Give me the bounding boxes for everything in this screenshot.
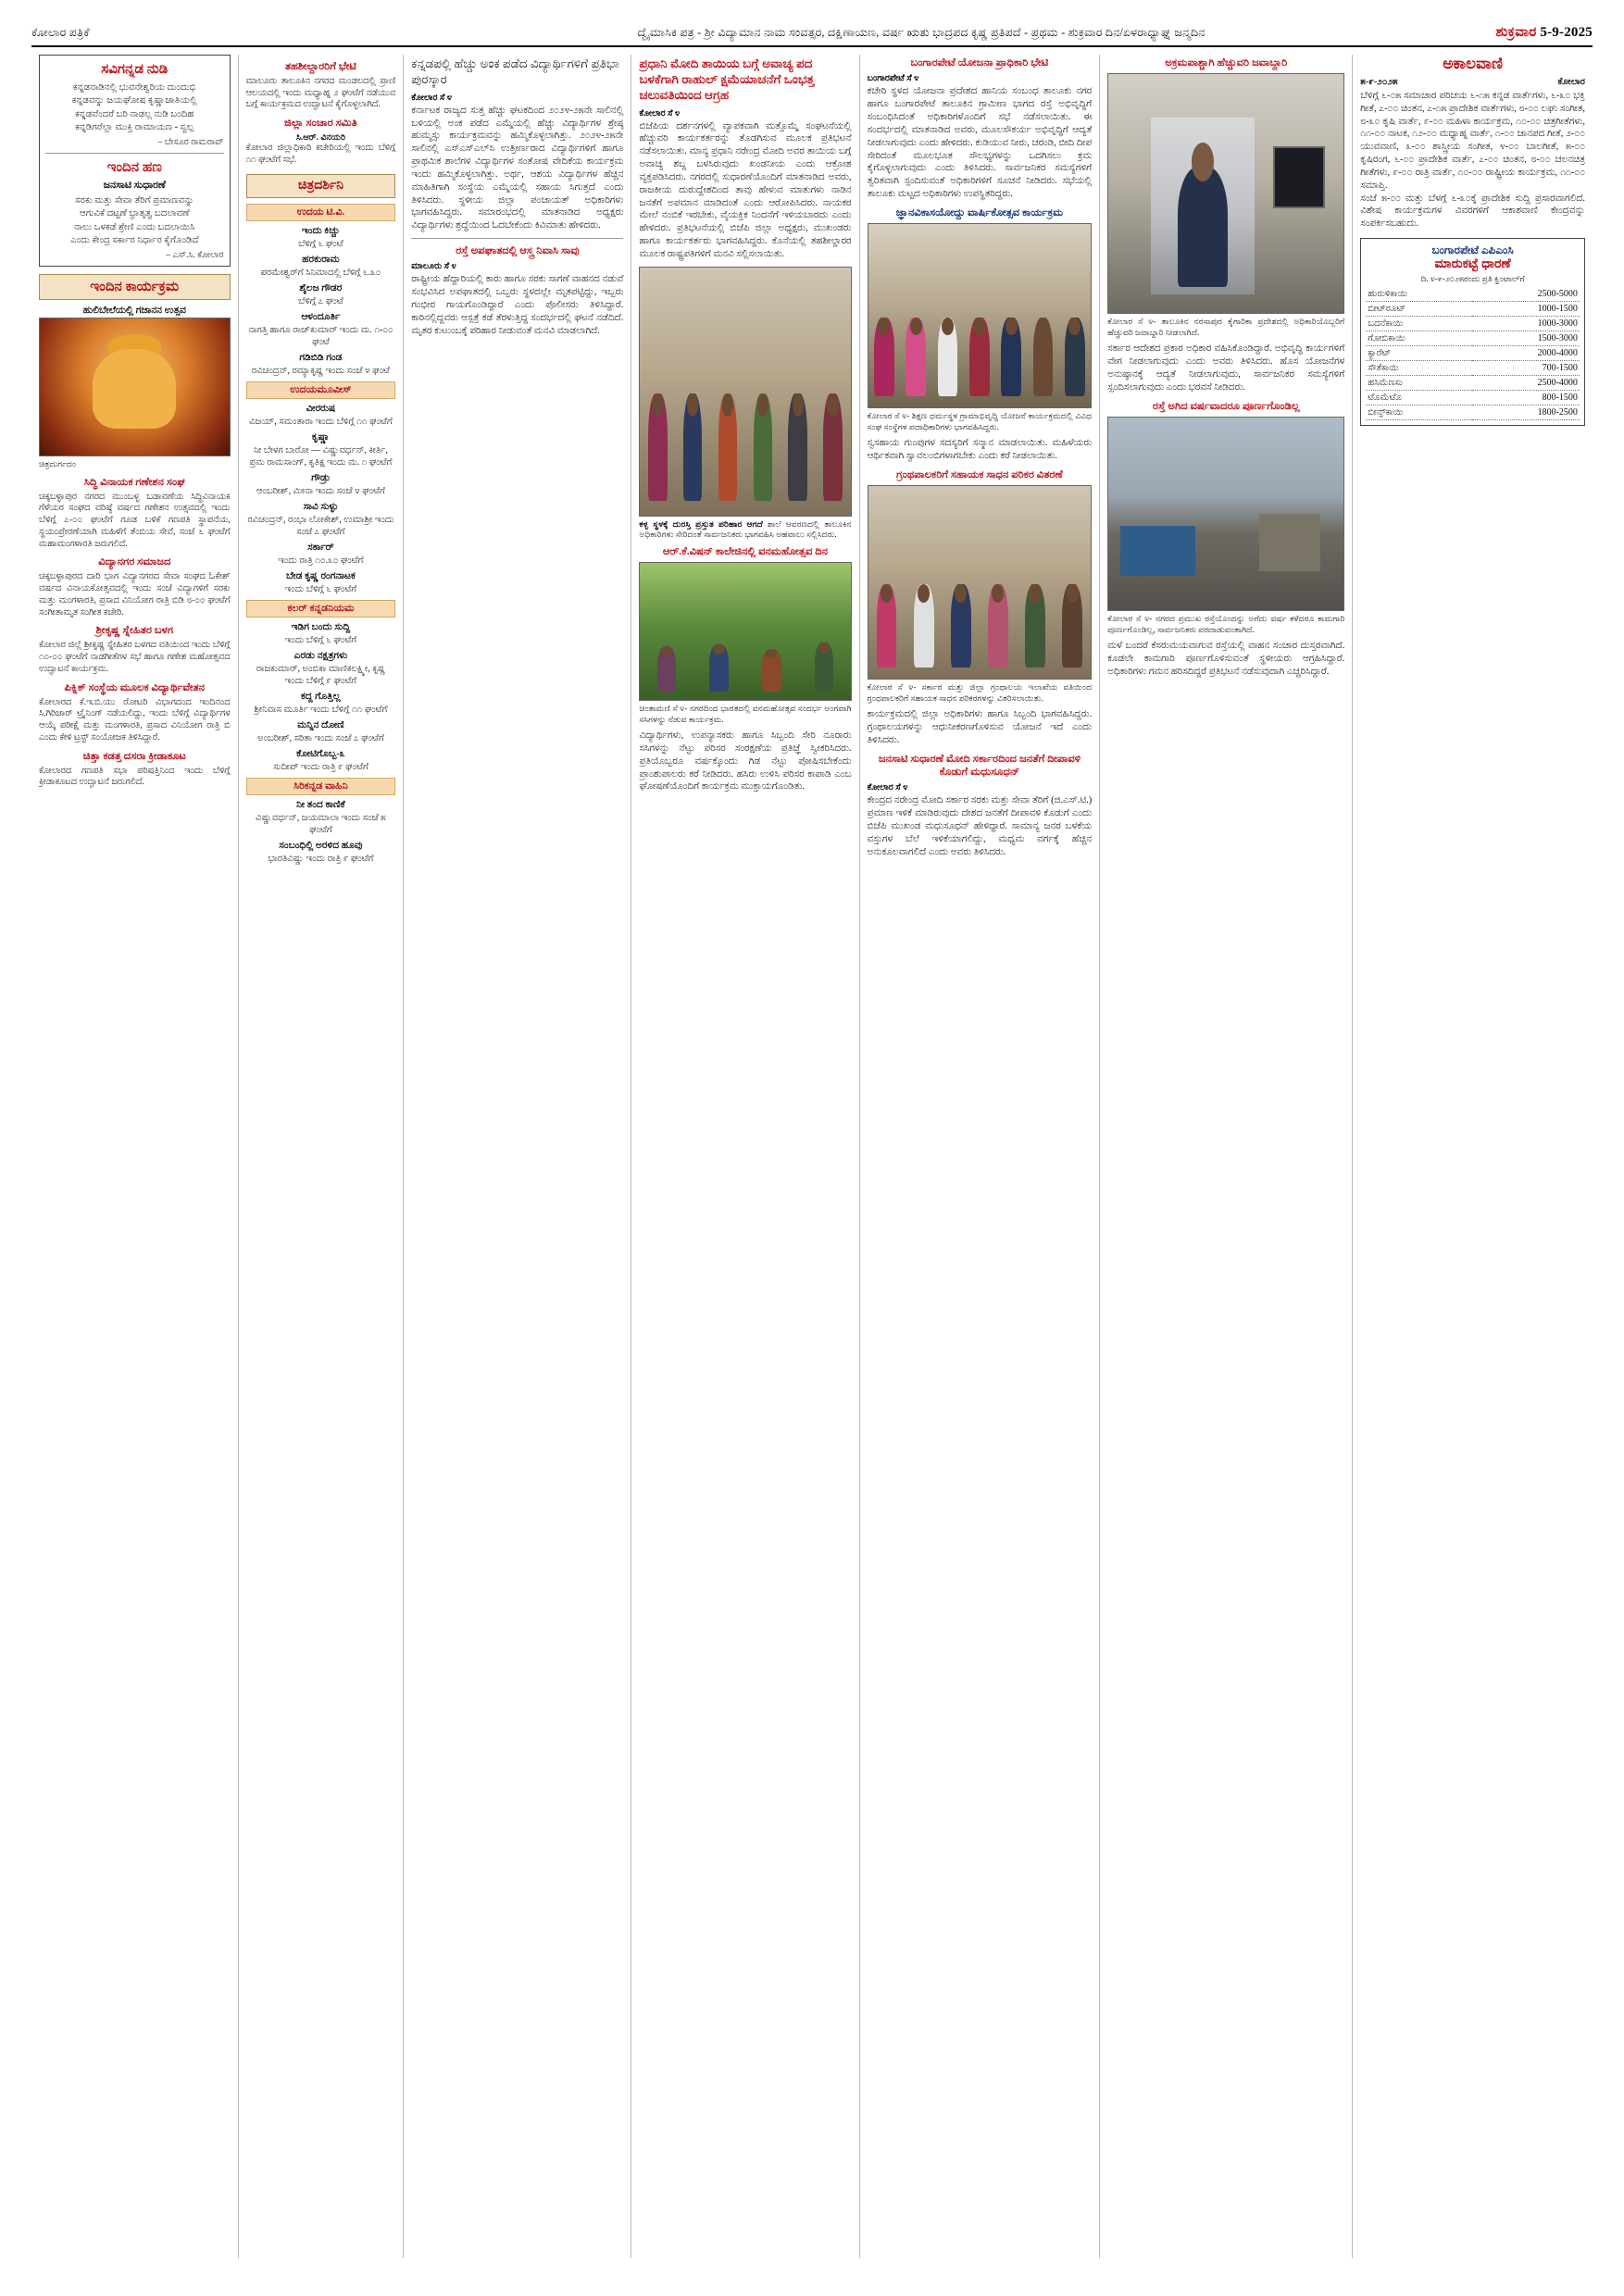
tv-item-title: ಆಳಂದೂರ್ತಿ [301,311,341,322]
tv-item-title: ಶೈಲಜ ಗೌಡರ [299,282,343,293]
masthead [31,24,1593,47]
col5-mid-headline: ಜ್ಞಾನವಿಕಾಸಯೋದ್ದು ವಾರ್ಷಿಕೋತ್ಸವ ಕಾರ್ಯಕ್ರಮ [895,206,1064,218]
col3-dateline: ಕೋಲಾರ ಸೆ ೪ [411,92,453,103]
tv-movies-item-2 [246,473,396,497]
tv-colors-item-3 [246,720,396,744]
column-3 [403,55,631,2258]
protest-photo-caption [639,519,851,541]
tv-colors-item-0 [246,622,396,646]
masthead-date-value: 5-9-2025 [1540,25,1593,40]
col5-dateline: ಬಂಗಾರಪೇಟೆ ಸೆ ೪ [867,73,919,84]
tv-item-body: ಇಂದು ಬೆಳಿಗ್ಗೆ ೬ ಘಂಟೆಗೆ [284,583,357,594]
tv-colors-item-2 [246,692,396,716]
col6-headline: ಅಕ್ರಮಪಾಶ್ಚಾಗಿ ಹೆಚ್ಚುವರಿ ಜವಾಬ್ದಾರಿ [1165,57,1288,69]
indina-hana-line-3: ಎಂದು ಕೇಂದ್ರ ಸರ್ಕಾರ ನಿರ್ಧಾರ ಕೈಗೊಂಡಿದೆ [70,234,199,245]
table-row [1366,391,1580,406]
market-title: ಬಂಗಾರಪೇಟೆ ಎಪಿಎಂಸಿ [1431,243,1514,257]
market-item-name: ಹುರುಳಿಕಾಯಿ [1366,287,1472,302]
market-table [1366,287,1580,420]
tv-item-body: ನೀ ಬೇಳಗ ಬಾರೋ — ವಿಷ್ಣುವರ್ಧನ್, ಕೀರ್ತಿ, ಪ್ರಮ ರಾಮಸಾಂಗ್, ಕೃತಿಕ್ಷ ಇಂದು ಮ. ೧ ಘಂಟೆಗೆ [249,444,393,468]
market-item-name: ಹಸಿಮೆಣಸು [1366,376,1472,391]
market-item-value: 800-1500 [1472,391,1580,406]
col3-body: ಕರ್ನಾಟಕ ರಾಜ್ಯದ ಸುತ್ತ ಹೆಚ್ಚು ಘಟಕದಿಂದ ೨೦೨೪-೨೫ನೇ ಸಾಲಿನಲ್ಲಿ ಬಳಿಯಲ್ಲಿ ಅಂಕ ಪಡೆದ ಎಮ್ಮೆಯಲ್ಲಿ ಹೆಚ್ಚು ವಿದ್ಯಾರ್ಥಿಗಳ ಶ್ರೇಷ್ಠ ಹುಮ್ಮಸ್ಸು ಕಾರ್ಯಕ್ರಮವನ್ನು ಹಮ್ಮಿಕೊಳ್ಳಲಾಗಿತ್ತು. ೨೦೨೪-೨೫ನೇ ಸಾಲಿನಲ್ಲಿ ಎಸ್‌ಎಸ್‌ಎಲ್‌ಸಿ ಉತ್ತೀರ್ಣರಾದ ವಿದ್ಯಾರ್ಥಿಗಳಿಗೆ ಹಾಗೂ ಪ್ರಾಥಮಿಕ ಶಾಲೆಗಳ ವಿದ್ಯಾರ್ಥಿಗಳ ಸಂತೋಷ ವೇದಿಕೆಯ ಕಾರ್ಯಕ್ರಮ ಇಂದು ಹಮ್ಮಿಕೊಳ್ಳಲಾಗಿತ್ತು. ಅರ್ಥ, ಆಶಯ ವಿದ್ಯಾರ್ಥಿಗಳ ಹೆಚ್ಚಿನ ಮಾಹಿತಿಗಾಗಿ ಸಂಸ್ಥೆಯ ಎಮ್ಮೆಯಲ್ಲಿ ಸಹಾಯ ಸಿಗುತ್ತದೆ ಎಂದು ತಿಳಿಸಿದರು. ಸ್ಥಳೀಯ ಜಿಲ್ಲಾ ಪಂಚಾಯತ್ ಅಧಿಕಾರಿಗಳು ಭಾಗವಹಿಸಿದ್ದರು. ಸಮಾರಂಭದಲ್ಲಿ ಮಾತನಾಡಿದ ಅಧ್ಯಕ್ಷರು ವಿದ್ಯಾರ್ಥಿಗಳು ಶ್ರದ್ಧೆಯಿಂದ ಓದಬೇಕೆಂದು ಕಿವಿಮಾತು ಹೇಳಿದರು. [411,105,624,231]
market-item-name: ಬೀಟ್‌ರೂಟ್ [1366,302,1472,317]
tv-item-title: ಇಂದು ಕಿಚ್ಚು [301,225,340,236]
tv-movies-item-5 [246,571,396,595]
tv-udaya-item-4 [246,353,396,377]
savignada-line-2: ಕನ್ನಡವೆಂದರೆ ಬರಿ ನಾಡಲ್ಲ ನುಡಿ ಬಂದಿಹ [75,108,194,119]
tv-item-body: ಶ್ರೀನಿವಾಸ ಮೂರ್ತಿ ಇಂದು ಬೆಳಿಗ್ಗೆ ೧೧ ಘಂಟೆಗೆ [254,704,388,715]
table-row [1366,346,1580,361]
road-photo-caption: ಕೋಲಾರ ಸೆ ೪- ನಗರದ ಪ್ರಮುಖ ರಸ್ತೆಯೊಂದನ್ನು ಅಗೆದು ವರ್ಷ ಕಳೆದರೂ ಕಾಮಗಾರಿ ಪೂರ್ಣಗೊಂಡಿಲ್ಲ, ಸಾರ್ವಜನಿಕರು ಪರದಾಡುವಂತಾಗಿದೆ. [1107,614,1345,634]
tv-item-title: ಗೌಡ್ರು [311,472,331,483]
indina-hana-sign: – ಎಸ್.ಸಿ. ಕೋಲಾರ [166,250,224,261]
column-5 [859,55,1100,2258]
tv-movies-item-1 [246,432,396,468]
tv-channel-sirikannada: ಸಿರಿಕನ್ನಡ ವಾಹಿನಿ [246,778,396,795]
table-row [1366,361,1580,376]
column-1 [31,55,238,2258]
sec4-body: ಕೋಲಾರದ ಕೆ.ಇ.ಬಿ.ಯು ರೋಟರಿ ವಿಭಾಗದಂದ ಇಂದಿನಂದ ಸಿ.ಗಿರಿಜಾರ್ ಟ್ರೈನಿಂಗ್ ನಡೆಯಲಿದ್ದು, ಇಂದು ಬೆಳಿಗ್ಗೆ ವಿದ್ಯಾರ್ಥಿಗಳ ಆಯ್ಕೆ ಪರೀಕ್ಷೆ ಮತ್ತು ಮಂಗಳಾರತಿ, ಪ್ರಸಾದ ವಿನಿಯೋಗ ರಾತ್ರಿ ಬಿ ಎಂದು ಕೇಳಿ ಟ್ರಸ್ಟ್ ಸಂಯೋಜಕ ತಿಳಿಸಿದ್ದಾರೆ. [39,696,231,742]
protest-photo-body: ಶಾಲೆ ಆವರಣದಲ್ಲಿ ತಾಲೂಕಿನ ಅಧಿಕಾರಿಗಳು ಸೇರಿದಂತೆ ಸಾರ್ವಜನಿಕರು ಭಾಗವಹಿಸಿ ಅಹವಾಲು ಸಲ್ಲಿಸಿದರು. [639,518,852,540]
col5-bottom-dateline: ಕೋಲಾರ ಸೆ ೪ [867,782,908,793]
indina-hana-title: ಇಂದಿನ ಹಣ [106,160,162,176]
tv-item-body: ಸುದೀಪ್ ಇಂದು ರಾತ್ರಿ ೯ ಘಂಟೆಗೆ [272,761,369,772]
tv-item-title: ಎರಡು ನಕ್ಷತ್ರಗಳು [294,650,348,661]
district-committee-body: ಕೋಲಾರ ಜಿಲ್ಲಾಧಿಕಾರಿ ಕಚೇರಿಯಲ್ಲಿ ಇಂದು ಬೆಳಿಗ್ಗೆ ೧೧ ಘಂಟೆಗೆ ಸಭೆ. [245,143,396,165]
savignada-line-0: ಕನ್ನಡನಾಡಿನಲ್ಲಿ ಭುವನೇಶ್ವರಿಯ ದುಂದುಭಿ [72,82,196,93]
indina-hana-sub: ಜನಸಾಟಿ ಸುಧಾರಣೆ [103,180,166,192]
akashavani-place: ಕೋಲಾರ [1557,77,1585,87]
column-4 [631,55,858,2258]
market-item-value: 1500-3000 [1472,331,1580,346]
tv-movies-item-0 [246,404,396,428]
protest-group-photo [639,267,851,517]
tv-item-title: ಹರಕುರಾಮ [302,254,340,265]
indina-hana-line-0: ಸರಕು ಮತ್ತು ಸೇವಾ ತೆರಿಗೆ ಪ್ರಮಾಣವನ್ನು [75,195,194,206]
tv-item-body: ರವಿಚಂದ್ರನ್, ರಂಭಾ ಲೋಕೇಶ್, ಉಮಾಶ್ರೀ ಇಂದು ಸಂಜೆ ೭ ಘಂಟೆಗೆ [247,514,394,537]
col3-sub-headline: ರಸ್ತೆ ಅಪಘಾತದಲ್ಲಿ ಆಸ್ತ್ರ ನಿವಾಸಿ ಸಾವು [456,245,580,257]
savignada-nudi-box [39,55,231,267]
tv-udaya-item-1 [246,255,396,279]
market-note: ದಿ. ೪-೯-೨೦೨೫ರಂದು ಪ್ರತಿ ಕ್ವಿಂಟಾಲ್‌ಗೆ [1420,274,1525,284]
tv-udaya-item-3 [246,312,396,348]
savignada-line-1: ಕನ್ನಡವನ್ನು ಜಯಘೋಷ ಕೃಷ್ಣಾಜಾತಿಯಲ್ಲಿ [71,95,197,106]
tv-item-body: ಆಂಬರೀಶ್, ಮೀನಾ ಇಂದು ಸಂಜೆ ೪ ಘಂಟೆಗೆ [256,485,385,496]
market-item-value: 2500-5000 [1472,287,1580,302]
market-rates-box [1360,238,1585,426]
officer-desk-photo [1107,73,1344,314]
market-item-name: ಟೊಮೆಟೊ [1366,391,1472,406]
tv-movies-item-3 [246,502,396,538]
masthead-day: ಶುಕ್ರವಾರ [1495,25,1537,40]
tv-item-body: ರಾಜಕುಮಾರ್, ಅಂಬಿಕಾ ಮಾಣಿಕಲಕ್ಷ್ಮೀ, ಕೃಷ್ಣ ಇಂದು ಬೆಳಿಗ್ಗೆ ೯ ಘಂಟೆಗೆ [256,663,386,686]
program-headline: ಹುಲಿಬೇಲೆಯಲ್ಲಿ ಗಜಾನನ ಉತ್ಸವ [82,306,186,317]
sec1-body: ಚಿಕ್ಕಬಳ್ಳಾಪುರ ನಗರದ ಮುಂಬಳ್ಳ ಬಡಾವಣೆಯ ಸಿದ್ಧಿವಿನಾಯಕ ಗೆಳೆಯರ ಸಂಘದ ವರಿಷ್ಠೆ ವರ್ಷದ ಗಣೇಶನ ಉತ್ಸವದಲ್ಲಿ ಇಂದು ಬೆಳಿಗ್ಗೆ ೭-೦೦ ಘಂಟೆಗೆ ಗೂಡ ಬಳಿಕೆ ಗಣಪತಿ ಸ್ಥಾಪನೆಯ, ಸ್ಥಯಂಪ್ರೇರಣೆಯಾಗಿ ಮಹಿಳೆಗೆ ತೆಂಬಿಯ ಸೇವೆ, ಸಂಜೆ ೬ ಘಂಟೆಗೆ ಮಹಾಮಂಗಳಾರತಿ ಜರುಗಲಿದೆ. [39,491,231,549]
savignada-line-3: ಕನ್ನಡಿಗರೆಲ್ಲಾ ಮುಕ್ತಿ ರಾಮಾಯಣ - ಸ್ವಲ್ಪ [75,121,194,132]
tv-udaya-item-2 [246,283,396,307]
library-photo-caption: ಕೋಲಾರ ಸೆ ೪- ಸರ್ಕಾರ ಮತ್ತು ಜಿಲ್ಲಾ ಗ್ರಂಥಾಲಯ ಇಲಾಖೆಯ ವತಿಯಿಂದ ಗ್ರಂಥಪಾಲಕರಿಗೆ ಸಹಾಯಕ ಸಾಧನ ಪರಿಕರಗಳನ್ನು ವಿತರಿಸಲಾಯಿತು. [867,682,1093,703]
market-item-name: ಬೀನ್ಸ್‌ಕಾಯಿ [1366,406,1472,420]
col4-headline: ಪ್ರಧಾನಿ ಮೋದಿ ತಾಯಿಯ ಬಗ್ಗೆ ಅವಾಚ್ಯ ಪದ ಬಳಕೆಗಾಗಿ ರಾಹುಲ್ ಕ್ಷಮೆಯಾಚನೆಗೆ ಒಂಭತ್ತ ಚಲುವತಿಯಿಂದ ಆಗ್ರಹ [639,56,815,102]
table-row [1366,376,1580,391]
tv-item-title: ಕೃಷ್ಣಾ [311,431,330,443]
sec1-heading: ಸಿದ್ಧಿ ವಿನಾಯಕ ಗಣೇಶನ ಸಂಘ [83,476,185,488]
market-item-name: ಕ್ಯಾರೆಟ್ [1366,346,1472,361]
ganesha-photo-caption: ಚಿತ್ರದುರ್ಗದಂ [39,459,77,469]
market-subtitle: ಮಾರುಕಟ್ಟೆ ಧಾರಣೆ [1434,257,1511,272]
program-banner: ಇಂದಿನ ಕಾರ್ಯಕ್ರಮ [39,274,231,300]
market-item-value: 2500-4000 [1472,376,1580,391]
anniversary-group-photo [868,223,1093,408]
masthead-middle: ದ್ವೈಮಾಸಿಕ ಪತ್ರ - ಶ್ರೀ ವಿದ್ಯಾಮಾನ ನಾಮ ಸಂವತ್ಸರ, ದಕ್ಷಿಣಾಯಣ, ವರ್ಷ ಋತು ಭಾದ್ರಪದ ಕೃಷ್ಣ ಪ್ರತಿಪದೆ - ಪ್ರಥಮ - ಶುಕ್ರವಾರ ದಿನ/ಏಳರಾಧ್ಯಾಘ್ನ ಜನ್ಮದಿನ [637,25,1206,39]
col5-library-headline: ಗ್ರಂಥಪಾಲಕರಿಗೆ ಸಹಾಯಕ ಸಾಧನ ಪರಿಕರ ವಿತರಣೆ [895,468,1063,480]
sec2-heading: ವಿದ್ಯಾನಗರ ಸಮಾಜದ [98,556,171,568]
col5-bottom-body: ಕೇಂದ್ರದ ನರೇಂದ್ರ ಮೋದಿ ಸರ್ಕಾರ ಸರಕು ಮತ್ತು ಸೇವಾ ತೆರಿಗೆ (ಜಿ.ಎಸ್.ಟಿ.) ಪ್ರಮಾಣ ಇಳಿಕೆ ಮಾಡಿರುವುದು ದೇಶದ ಜನತೆಗೆ ದೀಪಾವಳಿ ಕೊಡುಗೆ ಎಂದು ಬಿಜೆಪಿ ಮುಖಂಡ ಮಧುಸೂಧನ್ ಹೇಳಿದ್ದಾರೆ. ಸಾಮಾನ್ಯ ಜನರ ಬಳಕೆಯ ವಸ್ತುಗಳ ಬೆಲೆ ಇಳಿಕೆಯಾಗಲಿದ್ದು, ಮಧ್ಯಮ ವರ್ಗಕ್ಕೆ ಹೆಚ್ಚಿನ ಅನುಕೂಲವಾಗಲಿದೆ ಎಂದು ಅವರು ತಿಳಿಸಿದರು. [867,795,1093,857]
tv-channel-udaya: ಉದಯ ಟಿ.ವಿ. [246,204,396,221]
tv-item-body: ಬೆಳಿಗ್ಗೆ ೬ ಘಂಟೆ [298,238,344,249]
ganesha-idol-photo [39,318,231,456]
tv-item-title: ಇಡಿಗ ಬಂದು ಸುದ್ದಿ [291,621,351,632]
market-item-value: 1800-2500 [1472,406,1580,420]
table-row [1366,406,1580,420]
col3-headline: ಕನ್ನಡಪಲ್ಲಿ ಹೆಚ್ಚು ಅಂಕ ಪಡೆದ ವಿದ್ಯಾರ್ಥಿಗಳಿಗೆ ಪ್ರತಿಭಾ ಪುರಸ್ಕಾರ [411,56,619,86]
table-row [1366,287,1580,302]
tv-udaya-item-0 [246,226,396,250]
market-item-value: 2000-4000 [1472,346,1580,361]
anniversary-photo-caption: ಕೋಲಾರ ಸೆ ೪- ಶಿಕ್ಷಣ ಧರ್ಮಸ್ಥಳ ಗ್ರಾಮಾಭಿವೃದ್ಧಿ ಯೋಜನೆ ಕಾರ್ಯಕ್ರಮದಲ್ಲಿ ವಿವಿಧ ಸಂಘ ಸಂಸ್ಥೆಗಳ ಪದಾಧಿಕಾರಿಗಳು ಭಾಗವಹಿಸಿದ್ದರು. [867,411,1093,431]
savignada-title: ಸವಿಗನ್ನಡ ನುಡಿ [101,62,169,77]
sec5-body: ಕೋಲಾರದ ಗಣಪತಿ ಸಭಾ ಪರಿಷತ್ತಿನಿಂದ ಇಂದು ಬೆಳಿಗ್ಗೆ ಕ್ರೀಡಾಕೂಟದ ಉದ್ಘಾಟನೆ ಜರುಗಲಿದೆ. [39,765,231,788]
tv-item-title: ಕೋಟಿಗೊಬ್ಬ-೩ [296,748,345,759]
sec4-heading: ಪಿಕ್ನಿಕ್ ಸಂಸ್ಥೆಯ ಮೂಲಕ ವಿದ್ಯಾರ್ಥಿವೇತನ [64,681,206,693]
sec3-body: ಕೋಲಾರ ಜಿಲ್ಲೆ ಶ್ರೀಕೃಷ್ಣ ಸ್ನೇಹಿತರ ಬಳಗದ ವತಿಯಿಂದ ಇಂದು ಬೆಳಿಗ್ಗೆ ೧೦-೦೦ ಘಂಟೆಗೆ ನಾಡಗೀತೆಗಳ ಸಭೆ ಹಾಗೂ ಗಣೇಶ ಮಹೋತ್ಸವದ ಉದ್ಘಾಟನೆ ಕಾರ್ಯಕ್ರಮ. [39,640,231,674]
tv-channel-colors: ಕಲರ್ ಕನ್ನಡನಿಯಮ [246,600,396,618]
col4-sub-headline: ಆರ್.ಕೆ.ವಿಷನ್ ಕಾಲೇಜಿನಲ್ಲಿ ವನಮಹೋತ್ಸವ ದಿನ [662,545,829,557]
tv-colors-item-1 [246,651,396,687]
tv-siri-item-1 [246,841,396,865]
market-item-name: ಸೌತೆಕಾಯಿ [1366,361,1472,376]
tv-item-body: ಇಂದು ರಾತ್ರಿ ೧೦.೩೦ ಘಂಟೆಗೆ [278,555,364,566]
protest-photo-lead: ಕಳ್ಳ ಸ್ಥಳಕ್ಕೆ ದುರಸ್ತಿ ಪ್ರಸ್ತುತ ಪರಿಹಾರ ಆಗದೆ [639,518,763,529]
columns-container [31,55,1593,2258]
tv-item-body: ವಿಷ್ಣುವರ್ಧನ್, ಜಯಮಾಲಾ ಇಂದು ಸಂಜೆ ೫ ಘಂಟೆಗೆ [256,812,386,835]
tv-siri-item-0 [246,800,396,836]
tv-item-title: ಸರ್ಕಾರ್ [307,542,334,553]
col6-sub-body: ಮಳೆ ಬಂದರೆ ಕೆಸರುಮಯವಾಗುವ ರಸ್ತೆಯಲ್ಲಿ ವಾಹನ ಸಂಚಾರ ದುಸ್ತರವಾಗಿದೆ. ಕೂಡಲೇ ಕಾಮಗಾರಿ ಪೂರ್ಣಗೊಳಿಸುವಂತೆ ಸ್ಥಳೀಯರು ಆಗ್ರಹಿಸಿದ್ದಾರೆ. ಅಧಿಕಾರಿಗಳು ಗಮನ ಹರಿಸದಿದ್ದರೆ ಪ್ರತಿಭಟನೆ ನಡೆಸುವುದಾಗಿ ಎಚ್ಚರಿಸಿದ್ದಾರೆ. [1107,641,1345,677]
akashavani-date: ೫-೯-೨೦೨೫ [1360,77,1398,87]
market-item-value: 1000-3000 [1472,317,1580,331]
district-committee-heading: ಜಿಲ್ಲಾ ಸಂಚಾರ ಸಮಿತಿ [284,118,357,130]
col5-headline: ಬಂಗಾರಪೇಟೆ ಯೋಜನಾ ಪ್ರಾಧಿಕಾರಿ ಭೇಟಿ [910,57,1049,69]
column-6 [1099,55,1352,2258]
col4-dateline: ಕೋಲಾರ ಸೆ ೪ [639,107,681,119]
market-item-value: 1000-1500 [1472,302,1580,317]
tv-colors-item-4 [246,749,396,773]
col5-mid-body: ಸ್ವಸಹಾಯ ಗುಂಪುಗಳ ಸದಸ್ಯರಿಗೆ ಸನ್ಮಾನ ಮಾಡಲಾಯಿತು. ಮಹಿಳೆಯರು ಆರ್ಥಿಕವಾಗಿ ಸ್ವಾವಲಂಬಿಗಳಾಗಬೇಕು ಎಂದು ಕರೆ ನೀಡಲಾಯಿತು. [867,438,1093,462]
table-row [1366,331,1580,346]
tv-item-title: ನೀ ತಂದ ಕಾಣಿಕೆ [296,799,345,810]
akashavani-title: ಅಕಾಲವಾಣಿ [1443,55,1504,72]
tree-photo-caption: ಚಿಂತಾಮಣಿ ಸೆ ೪- ನಗರದಿಂದ ಭಾರತದಲ್ಲಿ ವನಮಹೋತ್ಸವ ಸಂದರ್ಭ ಅಂಗವಾಗಿ ಸಸಿಗಳನ್ನು ನೆಡುವ ಕಾರ್ಯಕ್ರಮ. [639,704,852,724]
tv-item-body: ಬೆಳಿಗ್ಗೆ ೭ ಘಂಟೆ [298,295,344,306]
officer-photo-caption: ಕೋಲಾರ ಸೆ ೪- ತಾಲೂಕಿನ ನರಸಾಪುರ ಕೈಗಾರಿಕಾ ಪ್ರದೇಶದಲ್ಲಿ ಅಧಿಕಾರಿಯೊಬ್ಬರಿಗೆ ಹೆಚ್ಚುವರಿ ಜವಾಬ್ದಾರಿ ನೀಡಲಾಗಿದೆ. [1107,317,1345,337]
tv-item-body: ನಾಗತ್ತಿ ಹಾಗೂ ರಾಜ್‌ಕುಮಾರ್ ಇಂದು ಮ. ೧-೦೦ ಘಂಟೆ [248,324,394,347]
masthead-date [1280,24,1593,41]
col6-sub-headline: ರಸ್ತೆ ಅಗಿದ ವರ್ಷವಾದರೂ ಪೂರ್ಣಗೊಂಡಿಲ್ಲ [1152,400,1300,412]
indina-hana-line-2: ನಾಲು ಒಳಕಡೆ ಶ್ರೇಣಿ ಎಂದು ಬದಲಾಯಿಸಿ [73,221,195,232]
tv-movies-item-4 [246,543,396,567]
col5-bottom-headline: ಜನಸಾಟಿ ಸುಧಾರಣೆ ಮೋದಿ ಸರ್ಕಾರದಿಂದ ಜನತೆಗೆ ದೀಪಾವಳಿ ಕೊಡುಗೆ ಮಧುಸೂಧನ್ [878,753,1081,779]
tree-planting-photo [639,562,851,701]
tv-item-body: ಇಂದು ಬೆಳಿಗ್ಗೆ ೬ ಘಂಟೆಗೆ [284,634,357,645]
tv-item-title: ಗಡಿಬಿಡಿ ಗಂಡ [299,352,343,363]
masthead-left: ಕೋಲಾರ ಪತ್ರಿಕೆ [31,25,90,39]
tahsildar-heading: ತಹಶೀಲ್ದಾರರಿಗೆ ಭೇಟಿ [284,61,356,72]
tv-item-title: ವೀರರುಷ [306,403,336,414]
district-committee-sub: ಸಿ.ಆರ್. ವಿನಯರಿ [295,133,345,144]
tahsildar-body: ಮಾಲೂರು ತಾಲೂಕಿನ ನಗರದ ಮಂಡಲದಲ್ಲಿ ಪ್ರಾಣಿ ಆಲಯದಲ್ಲಿ ಇಂದು ಮಧ್ಯಾಹ್ನ ೨ ಘಂಟೆಗೆ ನಡೆಯುವ ಬಗ್ಗೆ ಕಾರ್ಯಕ್ರಮದ ಉದ್ಘಾಟನೆ ಕೈಗೊಳ್ಳಲಾಗಿದೆ. [245,76,396,110]
sec3-heading: ಶ್ರೀಕೃಷ್ಣ ಸ್ನೇಹಿತರ ಬಳಗ [95,625,174,637]
tv-channel-udayamovies: ಉದಯಮೂವೀಸ್ [246,381,396,399]
market-item-name: ಬದನೆಕಾಯಿ [1366,317,1472,331]
tv-item-body: ಅಂಬರೀಶ್, ಸರಿತಾ ಇಂದು ಸಂಜೆ ೭ ಘಂಟೆಗೆ [256,732,384,743]
akashavani-note: ಸಂಜೆ ೫-೦೦ ಮತ್ತು ಬೆಳಗ್ಗೆ ೬-೩೦ಕ್ಕೆ ಪ್ರಾದೇಶಿಕ ಸುದ್ದಿ ಪ್ರಸಾರವಾಗಲಿದೆ. ವಿಶೇಷ ಕಾರ್ಯಕ್ರಮಗಳ ವಿವರಗಳಿಗೆ ಆಕಾಶವಾಣಿ ಕೇಂದ್ರವನ್ನು ಸಂಪರ್ಕಿಸಬಹುದು. [1360,193,1585,230]
tv-item-body: ರವಿಚಂದ್ರನ್, ರಮ್ಯಾಕೃಷ್ಣ ಇಂದು ಸಂಜೆ ೪ ಘಂಟೆ [251,365,390,376]
tv-item-body: ಪರಮೇಶ್ವರ್‌ಗೆ ಸಿನಿಮಾದಲ್ಲಿ ಬೆಳಿಗ್ಗೆ ೬.೩೦ [260,267,381,278]
col3-sub-dateline: ಮಾಲೂರು ಸೆ ೪ [411,261,456,272]
table-row [1366,302,1580,317]
chitradarshini-banner: ಚಿತ್ರದರ್ಶಿನಿ [246,174,396,198]
table-row [1366,317,1580,331]
col5-body: ಕಚೇರಿ ಸ್ಥಳದ ಯೋಜನಾ ಪ್ರದೇಶದ ಹಾನಿಯ ಸಂಬಂಧ ತಾಲೂಕು ನಗರ ಹಾಗೂ ಬಂಗಾರಪೇಟೆ ತಾಲೂಕಿನ ಗ್ರಾಮೀಣ ಭಾಗದ ರಸ್ತೆ ಅಭಿವೃದ್ಧಿಗೆ ಸಂಬಂಧಿಸಿದಂತೆ ಅಧಿಕಾರಿಗಳೊಂದಿಗೆ ಸಭೆ ನಡೆಸಲಾಯಿತು. ಈ ಸಂದರ್ಭದಲ್ಲಿ ಮಾತನಾಡಿದ ಅವರು, ಮೂಲಸೌಕರ್ಯ ಅಭಿವೃದ್ಧಿಗೆ ಆದ್ಯತೆ ನೀಡಲಾಗುವುದು ಎಂದು ಹೇಳಿದರು. ಕುಡಿಯುವ ನೀರು, ಚರಂಡಿ, ಬೀದಿ ದೀಪ ಸೇರಿದಂತೆ ಮೂಲಭೂತ ಸೌಲಭ್ಯಗಳನ್ನು ಒದಗಿಸಲು ಕ್ರಮ ಕೈಗೊಳ್ಳಲಾಗುವುದು ಎಂದು ತಿಳಿಸಿದರು. ಸಾರ್ವಜನಿಕರ ಸಮಸ್ಯೆಗಳಿಗೆ ತ್ವರಿತವಾಗಿ ಸ್ಪಂದಿಸುವಂತೆ ಅಧಿಕಾರಿಗಳಿಗೆ ಸೂಚನೆ ನೀಡಿದರು. ಸಭೆಯಲ್ಲಿ ತಾಲೂಕು ಮಟ್ಟದ ಅಧಿಕಾರಿಗಳು ಉಪಸ್ಥಿತರಿದ್ದರು. [867,86,1093,199]
akashavani-schedule: ಬೆಳಿಗ್ಗೆ ೬-೦೫ ಸಮಾಚಾರ ಪರಿಚಯ ೬-೧೫ ಕನ್ನಡ ವಾರ್ತೆಗಳು, ೬-೩೦ ಭಕ್ತಿ ಗೀತೆ, ೭-೦೦ ಚಿಂತನ, ೭-೧೫ ಪ್ರಾದೇಶಿಕ ವಾರ್ತೆಗಳು, ೮-೦೦ ಲಘು ಸಂಗೀತ, ೮-೩೦ ಕೃಷಿ ವಾರ್ತೆ, ೯-೦೦ ಮಹಿಳಾ ಕಾರ್ಯಕ್ರಮ, ೧೦-೦೦ ಚಿತ್ರಗೀತೆಗಳು, ೧೧-೦೦ ನಾಟಕ, ೧೨-೦೦ ಮಧ್ಯಾಹ್ನ ವಾರ್ತೆ, ೧-೦೦ ಜಾನಪದ ಗೀತೆ, ೨-೦೦ ಯುವವಾಣಿ, ೩-೦೦ ಶಾಸ್ತ್ರೀಯ ಸಂಗೀತ, ೪-೦೦ ಬಾಲಗೀತೆ, ೫-೦೦ ಕೃಷಿರಂಗ, ೬-೦೦ ಪ್ರಾದೇಶಿಕ ವಾರ್ತೆ, ೭-೦೦ ಚಿಂತನ, ೮-೦೦ ಚಲನಚಿತ್ರ ಗೀತೆಗಳು, ೯-೦೦ ರಾತ್ರಿ ವಾರ್ತೆ, ೧೦-೦೦ ರಾಷ್ಟ್ರೀಯ ಕಾರ್ಯಕ್ರಮ, ೧೧-೦೦ ಸಮಾಪ್ತಿ. [1360,91,1585,191]
road-work-photo [1107,417,1344,611]
sec5-heading: ಚಿತ್ತಾ ಕಡತ್ತ ದಸರಾ ಕ್ರೀಡಾಕೂಟ [82,750,186,762]
library-distribution-photo [868,485,1093,680]
tv-item-body: ಭಾರತಿವಿಷ್ಣು ಇಂದು ರಾತ್ರಿ ೯ ಘಂಟೆಗೆ [268,853,374,864]
tv-item-body: ವಿಜಯ್, ಸಮಂತಾರಾ ಇಂದು ಬೆಳಿಗ್ಗೆ ೧೧ ಘಂಟೆಗೆ [249,416,393,427]
col6-body: ಸರ್ಕಾರ ಆದೇಶದ ಪ್ರಕಾರ ಅಧಿಕಾರ ವಹಿಸಿಕೊಂಡಿದ್ದಾರೆ. ಅಭಿವೃದ್ಧಿ ಕಾರ್ಯಗಳಿಗೆ ವೇಗ ನೀಡಲಾಗುವುದು ಎಂದು ಅವರು ತಿಳಿಸಿದರು. ಹೊಸ ಯೋಜನೆಗಳ ಅನುಷ್ಠಾನಕ್ಕೆ ಆದ್ಯತೆ ನೀಡಲಾಗುವುದು, ಸಾರ್ವಜನಿಕರ ಸಮಸ್ಯೆಗಳಿಗೆ ಸ್ಪಂದಿಸಲಾಗುವುದು ಎಂದು ಭರವಸೆ ನೀಡಿದರು. [1107,343,1345,393]
savignada-sign: – ಬೇಸೂರ ರಾಮರಾವ್ [157,137,224,148]
col4-body: ಬಿಜೆಪಿಯ ದರ್ಶನಗಳಲ್ಲಿ ವ್ಯಾಪಕವಾಗಿ ಮತ್ತೊಮ್ಮೆ ಸಂಘಟನೆಯಲ್ಲಿ ಹೆಚ್ಚುವರಿ ಕಾರ್ಯಕರ್ತರನ್ನು ತೊಡಗಿಸುವ ಮೂಲಕ ಪ್ರತಿಭಟನೆ ನಡೆಸಲಾಯಿತು. ಮಾನ್ಯ ಪ್ರಧಾನಿ ನರೇಂದ್ರ ಮೋದಿ ಅವರ ತಾಯಿಯ ಬಗ್ಗೆ ಅವಾಚ್ಯ ಶಬ್ದ ಬಳಸಿರುವುದು ಖಂಡನೀಯ ಎಂದು ಆಕ್ರೋಶ ವ್ಯಕ್ತಪಡಿಸಿದರು. ನಗರದಲ್ಲಿ ಸುಧಾರಣೆಯೊಂದಿಗೆ ಮಾತನಾಡಿದ ಅವರು, ರಾಜಕೀಯ ದುರುದ್ದೇಶದಿಂದ ತಾವು ಹೇಳುವ ಮಾತುಗಳು ನಾಡಿನ ಜನತೆಗೆ ಅಪಮಾನ ಮಾಡಿದಂತೆ ಎಂದು ಆರೋಪಿಸಿದರು. ನಾಯಕರ ಮೇಲೆ ನಂಬಿಕೆ ಇರಬೇಕು, ವೈಯಕ್ತಿಕ ನಿಂದನೆಗೆ ಇಳಿಯಬಾರದು ಎಂದು ಹೇಳಿದರು. ಪ್ರತಿಭಟನೆಯಲ್ಲಿ ಬಿಜೆಪಿ ಜಿಲ್ಲಾ ಅಧ್ಯಕ್ಷರು, ಮುಖಂಡರು ಹಾಗೂ ಕಾರ್ಯಕರ್ತರು ಭಾಗವಹಿಸಿದ್ದರು. ಕೊನೆಯಲ್ಲಿ ತಹಶೀಲ್ದಾರರ ಮೂಲಕ ರಾಷ್ಟ್ರಪತಿಗಳಿಗೆ ಮನವಿ ಸಲ್ಲಿಸಲಾಯಿತು. [639,120,852,259]
tv-item-title: ಸಾವಿ ಸುಳ್ಳು [303,501,339,512]
col3-sub-body: ರಾಷ್ಟ್ರೀಯ ಹೆದ್ದಾರಿಯಲ್ಲಿ ಕಾರು ಹಾಗೂ ಸರಕು ಸಾಗಣೆ ವಾಹನದ ನಡುವೆ ಸಂಭವಿಸಿದ ಅಪಘಾತದಲ್ಲಿ ಒಬ್ಬರು ಸ್ಥಳದಲ್ಲೇ ಮೃತಪಟ್ಟಿದ್ದು, ಇಬ್ಬರು ಗಂಭೀರ ಗಾಯಗೊಂಡಿದ್ದಾರೆ ಎಂದು ಪೊಲೀಸರು ತಿಳಿಸಿದ್ದಾರೆ. ಕಾರಿನಲ್ಲಿದ್ದವರು ಆಸ್ಪತ್ರೆ ಕಡೆ ತೆರಳುತ್ತಿದ್ದ ಸಂದರ್ಭದಲ್ಲಿ ಘಟನೆ ನಡೆದಿದೆ. ಮೃತರ ಕುಟುಂಬಕ್ಕೆ ಪರಿಹಾರ ನೀಡುವಂತೆ ಮನವಿ ಮಾಡಲಾಗಿದೆ. [411,274,624,336]
tv-item-title: ಕದ್ದ ಗೊತ್ತಿಲ್ಲ [301,691,341,702]
market-item-name: ಗೋಬಿಕಾಯಿ [1366,331,1472,346]
market-item-value: 700-1500 [1472,361,1580,376]
col4-sub-body: ವಿದ್ಯಾರ್ಥಿಗಳು, ಉಪನ್ಯಾಸಕರು ಹಾಗೂ ಸಿಬ್ಬಂದಿ ಸೇರಿ ನೂರಾರು ಸಸಿಗಳನ್ನು ನೆಟ್ಟು ಪರಿಸರ ಸಂರಕ್ಷಣೆಯ ಪ್ರತಿಜ್ಞೆ ಸ್ವೀಕರಿಸಿದರು. ಪ್ರತಿಯೊಬ್ಬರೂ ವರ್ಷಕ್ಕೊಂದು ಗಿಡ ನೆಟ್ಟು ಪೋಷಿಸಬೇಕೆಂದು ಪ್ರಾಂಶುಪಾಲರು ಕರೆ ನೀಡಿದರು. ಹಸಿರು ಉಳಿಸಿ ಪರಿಸರ ಕಾಪಾಡಿ ಎಂಬ ಘೋಷಣೆಯೊಂದಿಗೆ ಕಾರ್ಯಕ್ರಮ ಮುಕ್ತಾಯಗೊಂಡಿತು. [639,730,852,792]
indina-hana-line-1: ಆಗುವಿಕೆ ದಟ್ಟಣೆ ಭ್ರಾತೃತ್ವ ಬದಲಾವಣೆ [80,208,190,219]
sec2-body: ಚಿಕ್ಕಬಳ್ಳಾಪುರದ ದಾರಿ ಭಾಗ ವಿದ್ಯಾನಗರದ ಸೇವಾ ಸಂಘದ ಓಕೇಶ್ ವರ್ಷದ ವಿನಾಯಕೋತ್ಸವದಲ್ಲಿ ಇಂದು ಸಂಜೆ ವಿದ್ಯಾಗಳಿಗೆ ಸರಕು ಮತ್ತು ಮಂಗಳಾರತಿ, ಪ್ರಸಾದ ವಿನಿಯೋಗ ರಾತ್ರಿ ಬಿಡಿ ೮-೦೦ ಘಂಟೆಗೆ ಸಂಗೀತಾಮೃತ ಸಂಗೀತ ಕಚೇರಿ. [39,571,231,618]
column-2 [238,55,404,2258]
tv-item-title: ಬೇಡ ಕೃಷ್ಣ ರಂಗನಾಟಕ [285,570,356,581]
tv-item-title: ಮನ್ನಿನ ದೋಣಿ [297,719,344,730]
column-7 [1352,55,1593,2258]
tv-item-title: ಸಂಬಂಧಿಲ್ಲಿ ಅರಳಿದ ಹೂವು [279,840,363,851]
col5-library-body: ಕಾರ್ಯಕ್ರಮದಲ್ಲಿ ಜಿಲ್ಲಾ ಅಧಿಕಾರಿಗಳು ಹಾಗೂ ಸಿಬ್ಬಂದಿ ಭಾಗವಹಿಸಿದ್ದರು. ಗ್ರಂಥಾಲಯಗಳನ್ನು ಆಧುನೀಕರಣಗೊಳಿಸುವ ಯೋಜನೆ ಇದೆ ಎಂದು ತಿಳಿಸಿದರು. [867,709,1093,745]
